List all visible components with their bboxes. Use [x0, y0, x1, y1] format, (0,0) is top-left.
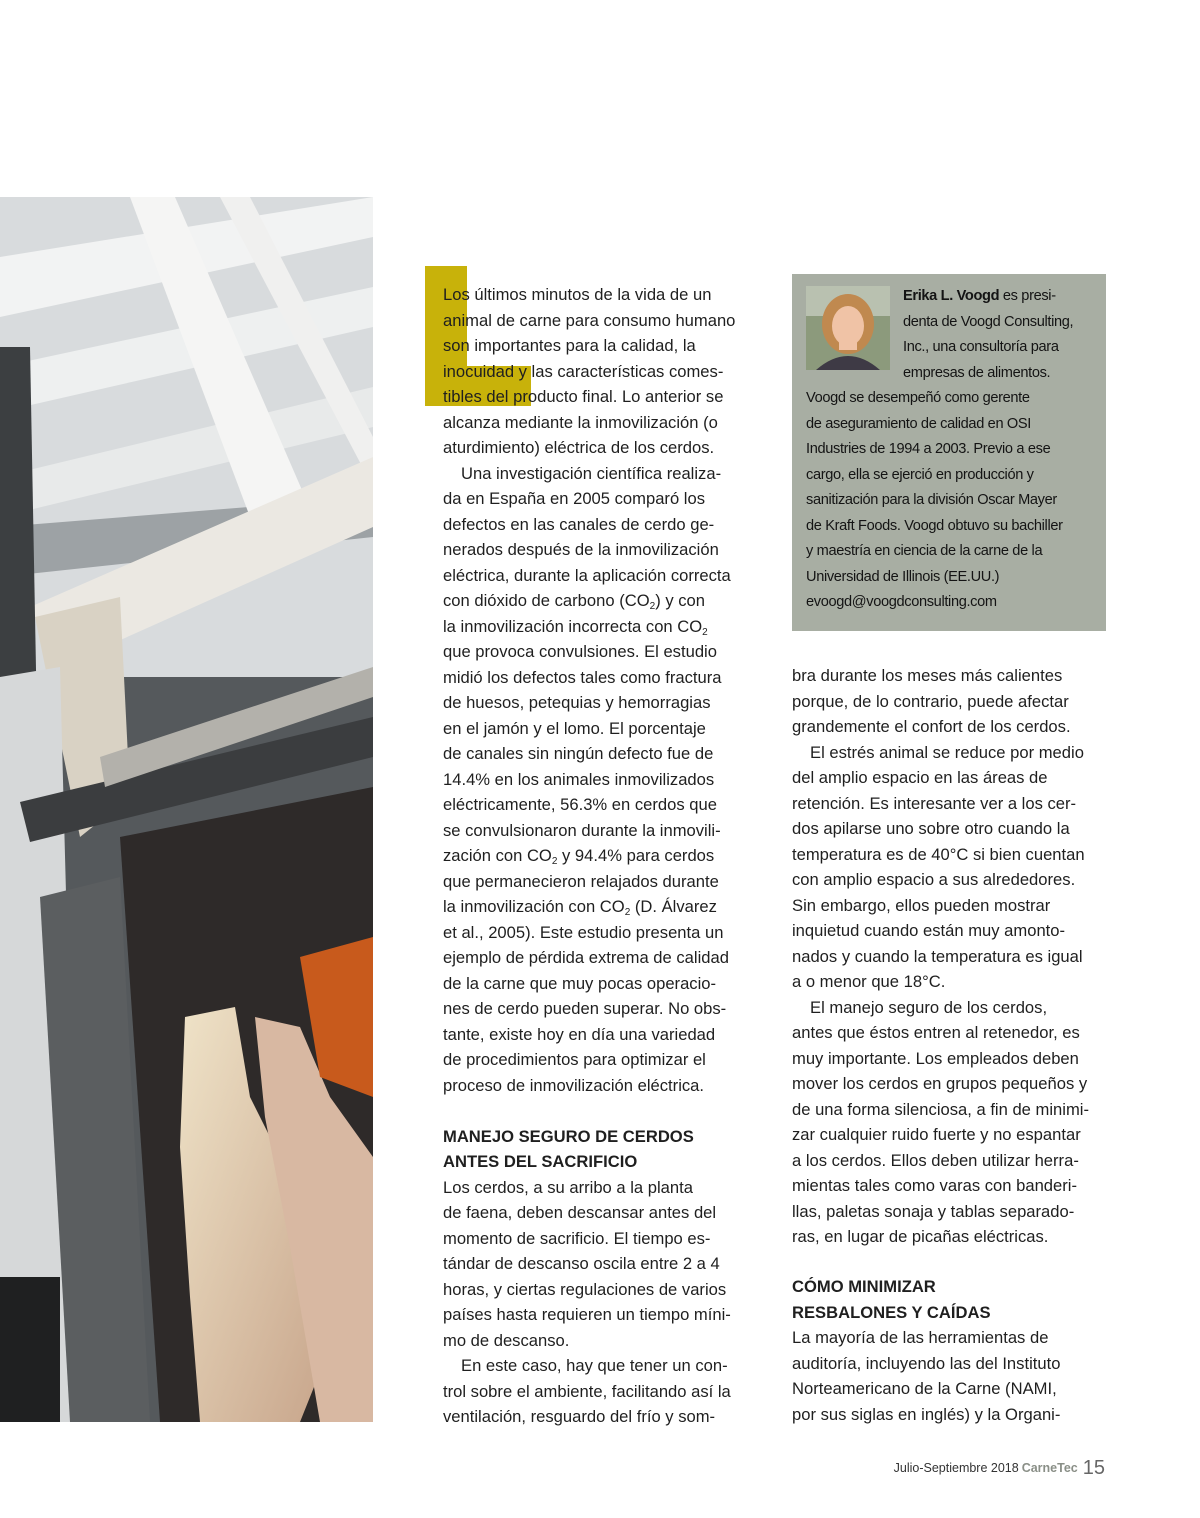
- intro-paragraph: [443, 282, 763, 461]
- text-line: et al., 2005). Este estudio presenta un: [443, 922, 724, 942]
- text-line: La mayoría de las herramientas de: [792, 1328, 1049, 1347]
- page-footer: [894, 1457, 1105, 1480]
- text-line: da en España en 2005 comparó los: [443, 489, 705, 508]
- text-line: horas, y ciertas regulaciones de varios: [443, 1279, 727, 1299]
- text-span: (D. Álvarez: [630, 897, 717, 916]
- bio-line: de aseguramiento de calidad en OSI: [806, 415, 1031, 432]
- text-line: Sin embargo, ellos pueden mostrar: [792, 895, 1051, 915]
- text-line: son importantes para la calidad, la: [443, 336, 696, 355]
- bio-span: es presi-: [999, 288, 1056, 304]
- text-line: trol sobre el ambiente, facilitando así la: [443, 1381, 731, 1401]
- text-line: porque, de lo contrario, puede afectar: [792, 691, 1069, 711]
- handling-paragraph: [792, 995, 1112, 1250]
- text-line: momento de sacrificio. El tiempo es-: [443, 1228, 711, 1248]
- text-line: que permanecieron relajados durante: [443, 871, 719, 891]
- text-span: zación con CO: [443, 846, 552, 865]
- subscript: 2: [551, 856, 558, 867]
- text-line: ejemplo de pérdida extrema de calidad: [443, 948, 729, 967]
- text-line: llas, paletas sonaja y tablas separado-: [792, 1201, 1075, 1221]
- bio-line: sanitización para la división Oscar Mayer: [806, 492, 1057, 508]
- author-portrait-icon: [806, 286, 890, 370]
- text-line: tibles del producto final. Lo anterior se: [443, 387, 724, 406]
- text-line-co2: [443, 894, 763, 920]
- text-line: países hasta requieren un tiempo míni-: [443, 1305, 731, 1324]
- text-line: auditoría, incluyendo las del Instituto: [792, 1353, 1061, 1373]
- text-line: de canales sin ningún defecto fue de: [443, 744, 714, 763]
- issue-date: Julio-Septiembre 2018: [893, 1461, 1019, 1475]
- heading-line: CÓMO MINIMIZAR: [792, 1277, 936, 1296]
- text-line: retención. Es interesante ver a los cer-: [792, 793, 1077, 813]
- text-line: Los cerdos, a su arribo a la planta: [443, 1177, 693, 1197]
- page-number: 15: [1082, 1457, 1105, 1479]
- magazine-brand: CarneTec: [1021, 1461, 1078, 1475]
- text-line: Una investigación científica realiza-: [461, 463, 722, 483]
- heading-line: RESBALONES Y CAÍDAS: [792, 1302, 991, 1322]
- rest-paragraph: [443, 1175, 763, 1354]
- heading-line: MANEJO SEGURO DE CERDOS: [443, 1126, 694, 1146]
- text-line: inquietud cuando están muy amonto-: [792, 921, 1066, 940]
- text-span: y 94.4% para cerdos: [557, 846, 715, 865]
- text-span: ) y con: [655, 591, 705, 610]
- text-line: mientas tales como varas con banderi-: [792, 1176, 1077, 1195]
- bio-line: y maestría en ciencia de la carne de la: [806, 543, 1043, 559]
- continuation-paragraph: [792, 663, 1112, 740]
- text-line-co2: [443, 588, 763, 614]
- text-line: inocuidad y las características comes-: [443, 361, 724, 381]
- author-bio-box: [792, 274, 1106, 631]
- text-line: eléctrica, durante la aplicación correcta: [443, 565, 731, 585]
- text-line: animal de carne para consumo humano: [443, 310, 736, 330]
- text-line: que provoca convulsiones. El estudio: [443, 642, 717, 661]
- text-line: El manejo seguro de los cerdos,: [810, 997, 1048, 1017]
- bio-line: denta de Voogd Consulting,: [903, 313, 1074, 330]
- text-line: en el jamón y el lomo. El porcentaje: [443, 718, 706, 738]
- author-email: evoogd@voogdconsulting.com: [806, 594, 997, 610]
- text-line: del amplio espacio en las áreas de: [792, 768, 1048, 787]
- subscript: 2: [702, 626, 708, 638]
- spacer: [443, 1098, 763, 1124]
- text-line: de faena, deben descansar antes del: [443, 1203, 717, 1222]
- text-line: con amplio espacio a sus alrededores.: [792, 870, 1076, 889]
- text-line: midió los defectos tales como fractura: [443, 667, 722, 687]
- text-line: eléctricamente, 56.3% en cerdos que: [443, 795, 717, 814]
- column-right-lower: [792, 1274, 1112, 1427]
- slaughterhouse-photo: [0, 197, 373, 1422]
- text-line: mover los cerdos en grupos pequeños y: [792, 1074, 1088, 1093]
- text-line: nerados después de la inmovilización: [443, 540, 719, 559]
- text-line: dos apilarse uno sobre otro cuando la: [792, 819, 1070, 838]
- bio-text-top: [903, 284, 1073, 386]
- text-line: nes de cerdo pueden superar. No obs-: [443, 999, 727, 1018]
- column-right: [792, 663, 1112, 1250]
- text-line: a o menor que 18°C.: [792, 972, 946, 991]
- text-line: 14.4% en los animales inmovilizados: [443, 769, 715, 789]
- bio-line: Universidad de Illinois (EE.UU.): [806, 568, 1000, 585]
- bio-line: Voogd se desempeñó como gerente: [806, 390, 1030, 406]
- text-line: de procedimientos para optimizar el: [443, 1050, 706, 1069]
- section-heading-1: [443, 1124, 763, 1175]
- text-line: aturdimiento) eléctrica de los cerdos.: [443, 438, 715, 457]
- bio-line: Inc., una consultoría para: [903, 339, 1059, 355]
- text-line: Los últimos minutos de la vida de un: [443, 285, 712, 304]
- bio-line: [903, 284, 1073, 310]
- text-span: la inmovilización incorrecta con CO: [443, 616, 703, 636]
- text-line: de la carne que muy pocas operacio-: [443, 973, 717, 993]
- text-line-co2: [443, 614, 763, 640]
- subscript: 2: [624, 907, 631, 918]
- section-heading-2: [792, 1274, 1112, 1325]
- text-line: alcanza mediante la inmovilización (o: [443, 412, 718, 432]
- text-span: con dióxido de carbono (CO: [443, 591, 650, 610]
- text-line: temperatura es de 40°C si bien cuentan: [792, 844, 1085, 864]
- text-line: ventilación, resguardo del frío y som-: [443, 1407, 716, 1426]
- text-line: El estrés animal se reduce por medio: [810, 742, 1084, 762]
- heading-line: ANTES DEL SACRIFICIO: [443, 1152, 638, 1171]
- text-line: mo de descanso.: [443, 1330, 570, 1350]
- stress-paragraph: [792, 740, 1112, 995]
- text-line: antes que éstos entren al retenedor, es: [792, 1023, 1080, 1042]
- slaughterhouse-carcass-photo-icon: [0, 197, 373, 1422]
- bio-line: de Kraft Foods. Voogd obtuvo su bachiller: [806, 517, 1063, 534]
- text-line: En este caso, hay que tener un con-: [461, 1356, 728, 1375]
- text-line: se convulsionaron durante la inmovili-: [443, 820, 721, 840]
- bio-line: empresas de alimentos.: [903, 364, 1051, 381]
- text-line: proceso de inmovilización eléctrica.: [443, 1075, 705, 1095]
- text-line: tándar de descanso oscila entre 2 a 4: [443, 1254, 720, 1273]
- text-line: de una forma silenciosa, a fin de minimi-: [792, 1099, 1089, 1119]
- text-line: de huesos, petequias y hemorragias: [443, 693, 711, 712]
- text-line: ras, en lugar de picañas eléctricas.: [792, 1227, 1049, 1246]
- text-line: tante, existe hoy en día una variedad: [443, 1024, 716, 1044]
- text-line: grandemente el confort de los cerdos.: [792, 717, 1071, 736]
- column-left: [443, 282, 763, 1430]
- text-line: nados y cuando la temperatura es igual: [792, 946, 1083, 966]
- text-span: la inmovilización con CO: [443, 897, 625, 916]
- study-paragraph: [443, 461, 763, 1099]
- text-line: defectos en las canales de cerdo ge-: [443, 514, 715, 534]
- subscript: 2: [649, 601, 656, 612]
- environment-paragraph: [443, 1353, 763, 1430]
- audit-paragraph: [792, 1325, 1112, 1427]
- bio-text-bottom: [806, 386, 1063, 616]
- text-line: muy importante. Los empleados deben: [792, 1048, 1079, 1068]
- text-line: a los cerdos. Ellos deben utilizar herra-: [792, 1150, 1079, 1170]
- author-name: Erika L. Voogd: [903, 288, 1000, 304]
- text-line-co2: [443, 843, 763, 869]
- text-line: Norteamericano de la Carne (NAMI,: [792, 1379, 1057, 1398]
- text-line: por sus siglas en inglés) y la Organi-: [792, 1404, 1061, 1424]
- bio-line: Industries de 1994 a 2003. Previo a ese: [806, 441, 1051, 457]
- text-line: bra durante los meses más calientes: [792, 666, 1063, 685]
- text-line: zar cualquier ruido fuerte y no espantar: [792, 1125, 1081, 1144]
- author-photo: [806, 286, 890, 370]
- bio-line: cargo, ella se ejerció en producción y: [806, 466, 1034, 483]
